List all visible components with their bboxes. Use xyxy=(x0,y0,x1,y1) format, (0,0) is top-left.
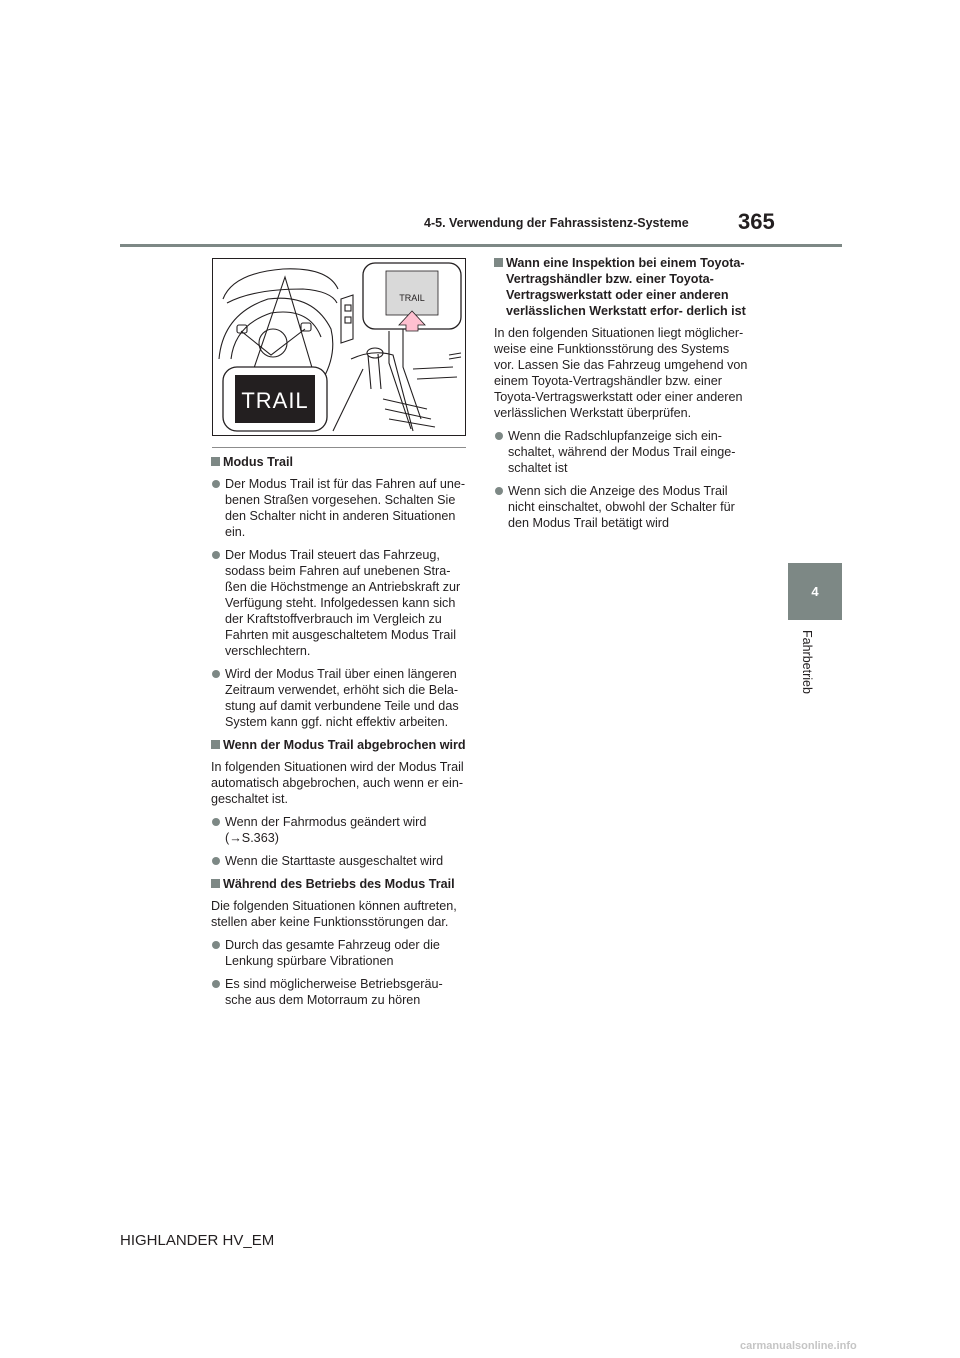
page-number: 365 xyxy=(738,209,775,234)
left-column xyxy=(211,454,469,1015)
list-item: Der Modus Trail ist für das Fahren auf une- benen Straßen vorgesehen. Schalten Sie den Schalter nicht in anderen Situationen ein. xyxy=(211,476,469,540)
dashboard-drawing xyxy=(213,259,465,435)
list-item: Wenn die Radschlupfanzeige sich ein- schaltet, während der Modus Trail einge- schaltet ist xyxy=(494,428,752,476)
square-bullet-icon xyxy=(494,258,503,267)
paragraph: Die folgenden Situationen können auftreten, stellen aber keine Funktionsstörungen dar. xyxy=(211,899,457,929)
right-column xyxy=(494,255,752,538)
list-item: Wenn die Starttaste ausgeschaltet wird xyxy=(211,853,469,869)
heading-mode-trail: Modus Trail xyxy=(211,454,469,470)
trail-indicator-label: TRAIL xyxy=(241,388,309,413)
figure-divider xyxy=(212,447,466,448)
model-footer: HIGHLANDER HV_EM xyxy=(120,1232,275,1249)
section-title: 4-5. Verwendung der Fahrassistenz-Systeme xyxy=(424,216,689,230)
paragraph: In den folgenden Situationen liegt möglicher- weise eine Funktionsstörung des Systems vor. Lassen Sie das Fahrzeug umgehend von einem Toyota-Vertragshändler bzw. einer Toyota-Vertragswerkstatt oder einer anderen verlässlichen Werkstatt überprüfen. xyxy=(494,326,748,420)
list-item: Durch das gesamte Fahrzeug oder die Lenkung spürbare Vibrationen xyxy=(211,937,469,969)
dashboard-illustration xyxy=(212,258,466,436)
round-bullet-icon xyxy=(212,551,220,559)
chapter-tab-title: Fahrbetrieb xyxy=(800,630,814,694)
list-item: Es sind möglicherweise Betriebsgeräu- sche aus dem Motorraum zu hören xyxy=(211,976,469,1008)
round-bullet-icon xyxy=(212,980,220,988)
round-bullet-icon xyxy=(212,857,220,865)
round-bullet-icon xyxy=(212,941,220,949)
heading-inspection: Wann eine Inspektion bei einem Toyota-Vertragshändler bzw. einer Toyota-Vertragswerkstatt oder einer anderen verlässlichen Werkstatt erfor- derlich ist xyxy=(494,255,752,319)
round-bullet-icon xyxy=(495,432,503,440)
round-bullet-icon xyxy=(212,670,220,678)
square-bullet-icon xyxy=(211,879,220,888)
square-bullet-icon xyxy=(211,457,220,466)
heading-operation: Während des Betriebs des Modus Trail xyxy=(211,876,469,892)
list-item: Wenn sich die Anzeige des Modus Trail nicht einschaltet, obwohl der Schalter für den Modus Trail betätigt wird xyxy=(494,483,752,531)
trail-switch-label: TRAIL xyxy=(399,293,425,303)
paragraph: In folgenden Situationen wird der Modus Trail automatisch abgebrochen, auch wenn er ein- geschaltet ist. xyxy=(211,760,464,806)
chapter-tab-number: 4 xyxy=(788,563,842,620)
list-item: Der Modus Trail steuert das Fahrzeug, sodass beim Fahren auf unebenen Stra- ßen die Höchstmenge an Antriebskraft zur Verfügung steht. Infolgedessen kann sich der Kraftstoffverbrauch im Vergleich zu Fahrten mit ausgeschaltetem Modus Trail verschlechtern. xyxy=(211,547,469,659)
list-item: Wird der Modus Trail über einen längeren Zeitraum verwendet, erhöht sich die Bela- stung auf damit verbundene Teile und das System kann ggf. nicht effektiv arbeiten. xyxy=(211,666,469,730)
heading-cancel: Wenn der Modus Trail abgebrochen wird xyxy=(211,737,469,753)
round-bullet-icon xyxy=(212,480,220,488)
round-bullet-icon xyxy=(495,487,503,495)
square-bullet-icon xyxy=(211,740,220,749)
site-watermark: carmanualsonline.info xyxy=(740,1340,857,1352)
header-divider xyxy=(120,244,842,247)
round-bullet-icon xyxy=(212,818,220,826)
list-item: Wenn der Fahrmodus geändert wird (→S.363) xyxy=(211,814,469,846)
